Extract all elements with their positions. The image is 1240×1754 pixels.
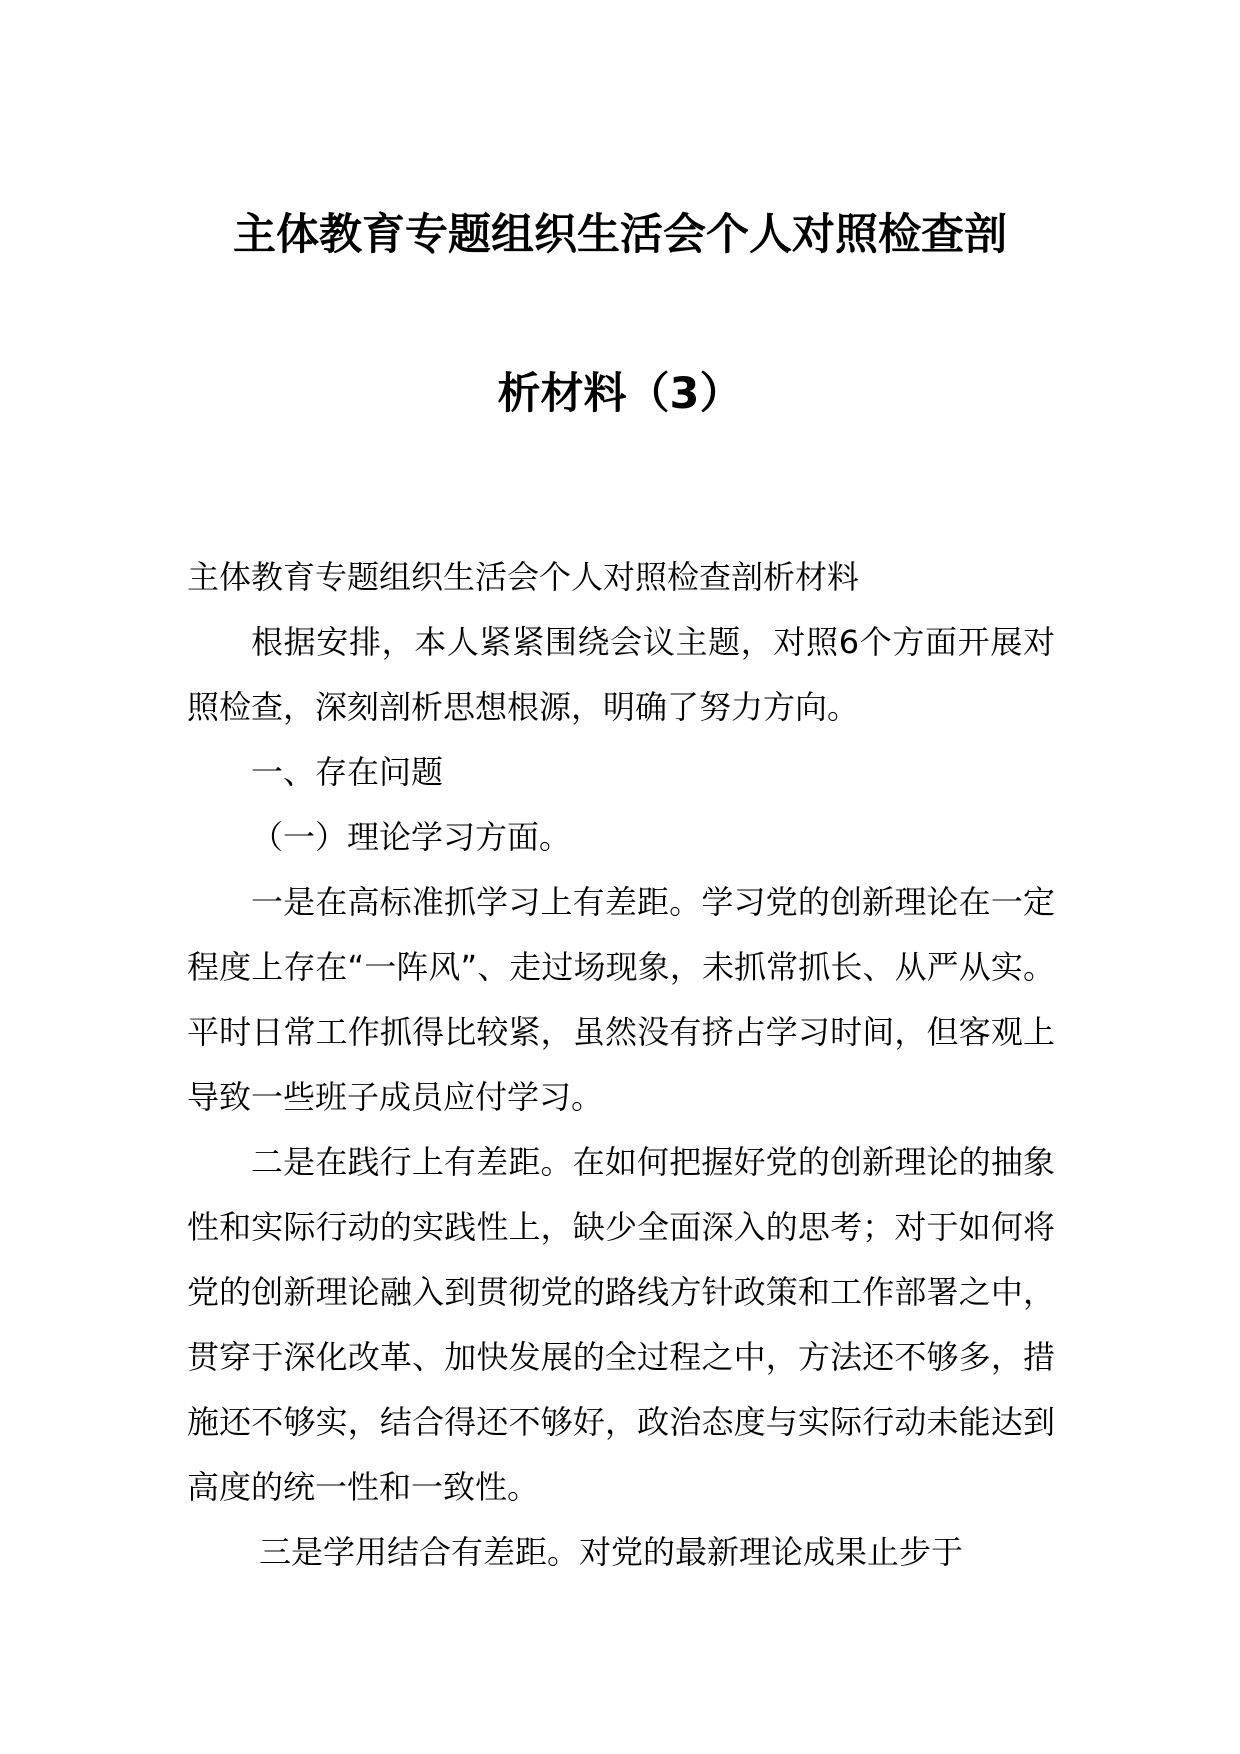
section-heading: 一、存在问题 [251, 753, 444, 791]
document-title-line-1: 主体教育专题组织生活会个人对照检查剖 [233, 210, 1007, 260]
subtitle-paragraph: 主体教育专题组织生活会个人对照检查剖析材料 [187, 558, 860, 596]
subsection-heading: （一）理论学习方面。 [251, 818, 572, 856]
body-paragraph: 二是在践行上有差距。在如何把握好党的创新理论的抽象性和实际行动的实践性上，缺少全面深入的思考；对于如何将党的创新理论融入到贯彻党的路线方针政策和工作部署之中，贯穿于深化改革、加快发展的全过程之中，方法还不够多，措施还不够实，结合得还不够好，政治态度与实际行动未能达到高度的统一性和一致性。 [187, 1143, 1055, 1506]
intro-paragraph: 根据安排，本人紧紧围绕会议主题，对照6个方面开展对照检查，深刻剖析思想根源，明确了努力方向。 [187, 623, 1055, 726]
document-body [187, 545, 1055, 1585]
body-paragraph: 一是在高标准抓学习上有差距。学习党的创新理论在一定程度上存在“一阵风”、走过场现象，未抓常抓长、从严从实。平时日常工作抓得比较紧，虽然没有挤占学习时间，但客观上导致一些班子成员应付学习。 [187, 883, 1055, 1116]
body-paragraph: 三是学用结合有差距。对党的最新理论成果止步于 [259, 1533, 964, 1571]
document-title-line-2: 析材料（3） [497, 369, 743, 419]
